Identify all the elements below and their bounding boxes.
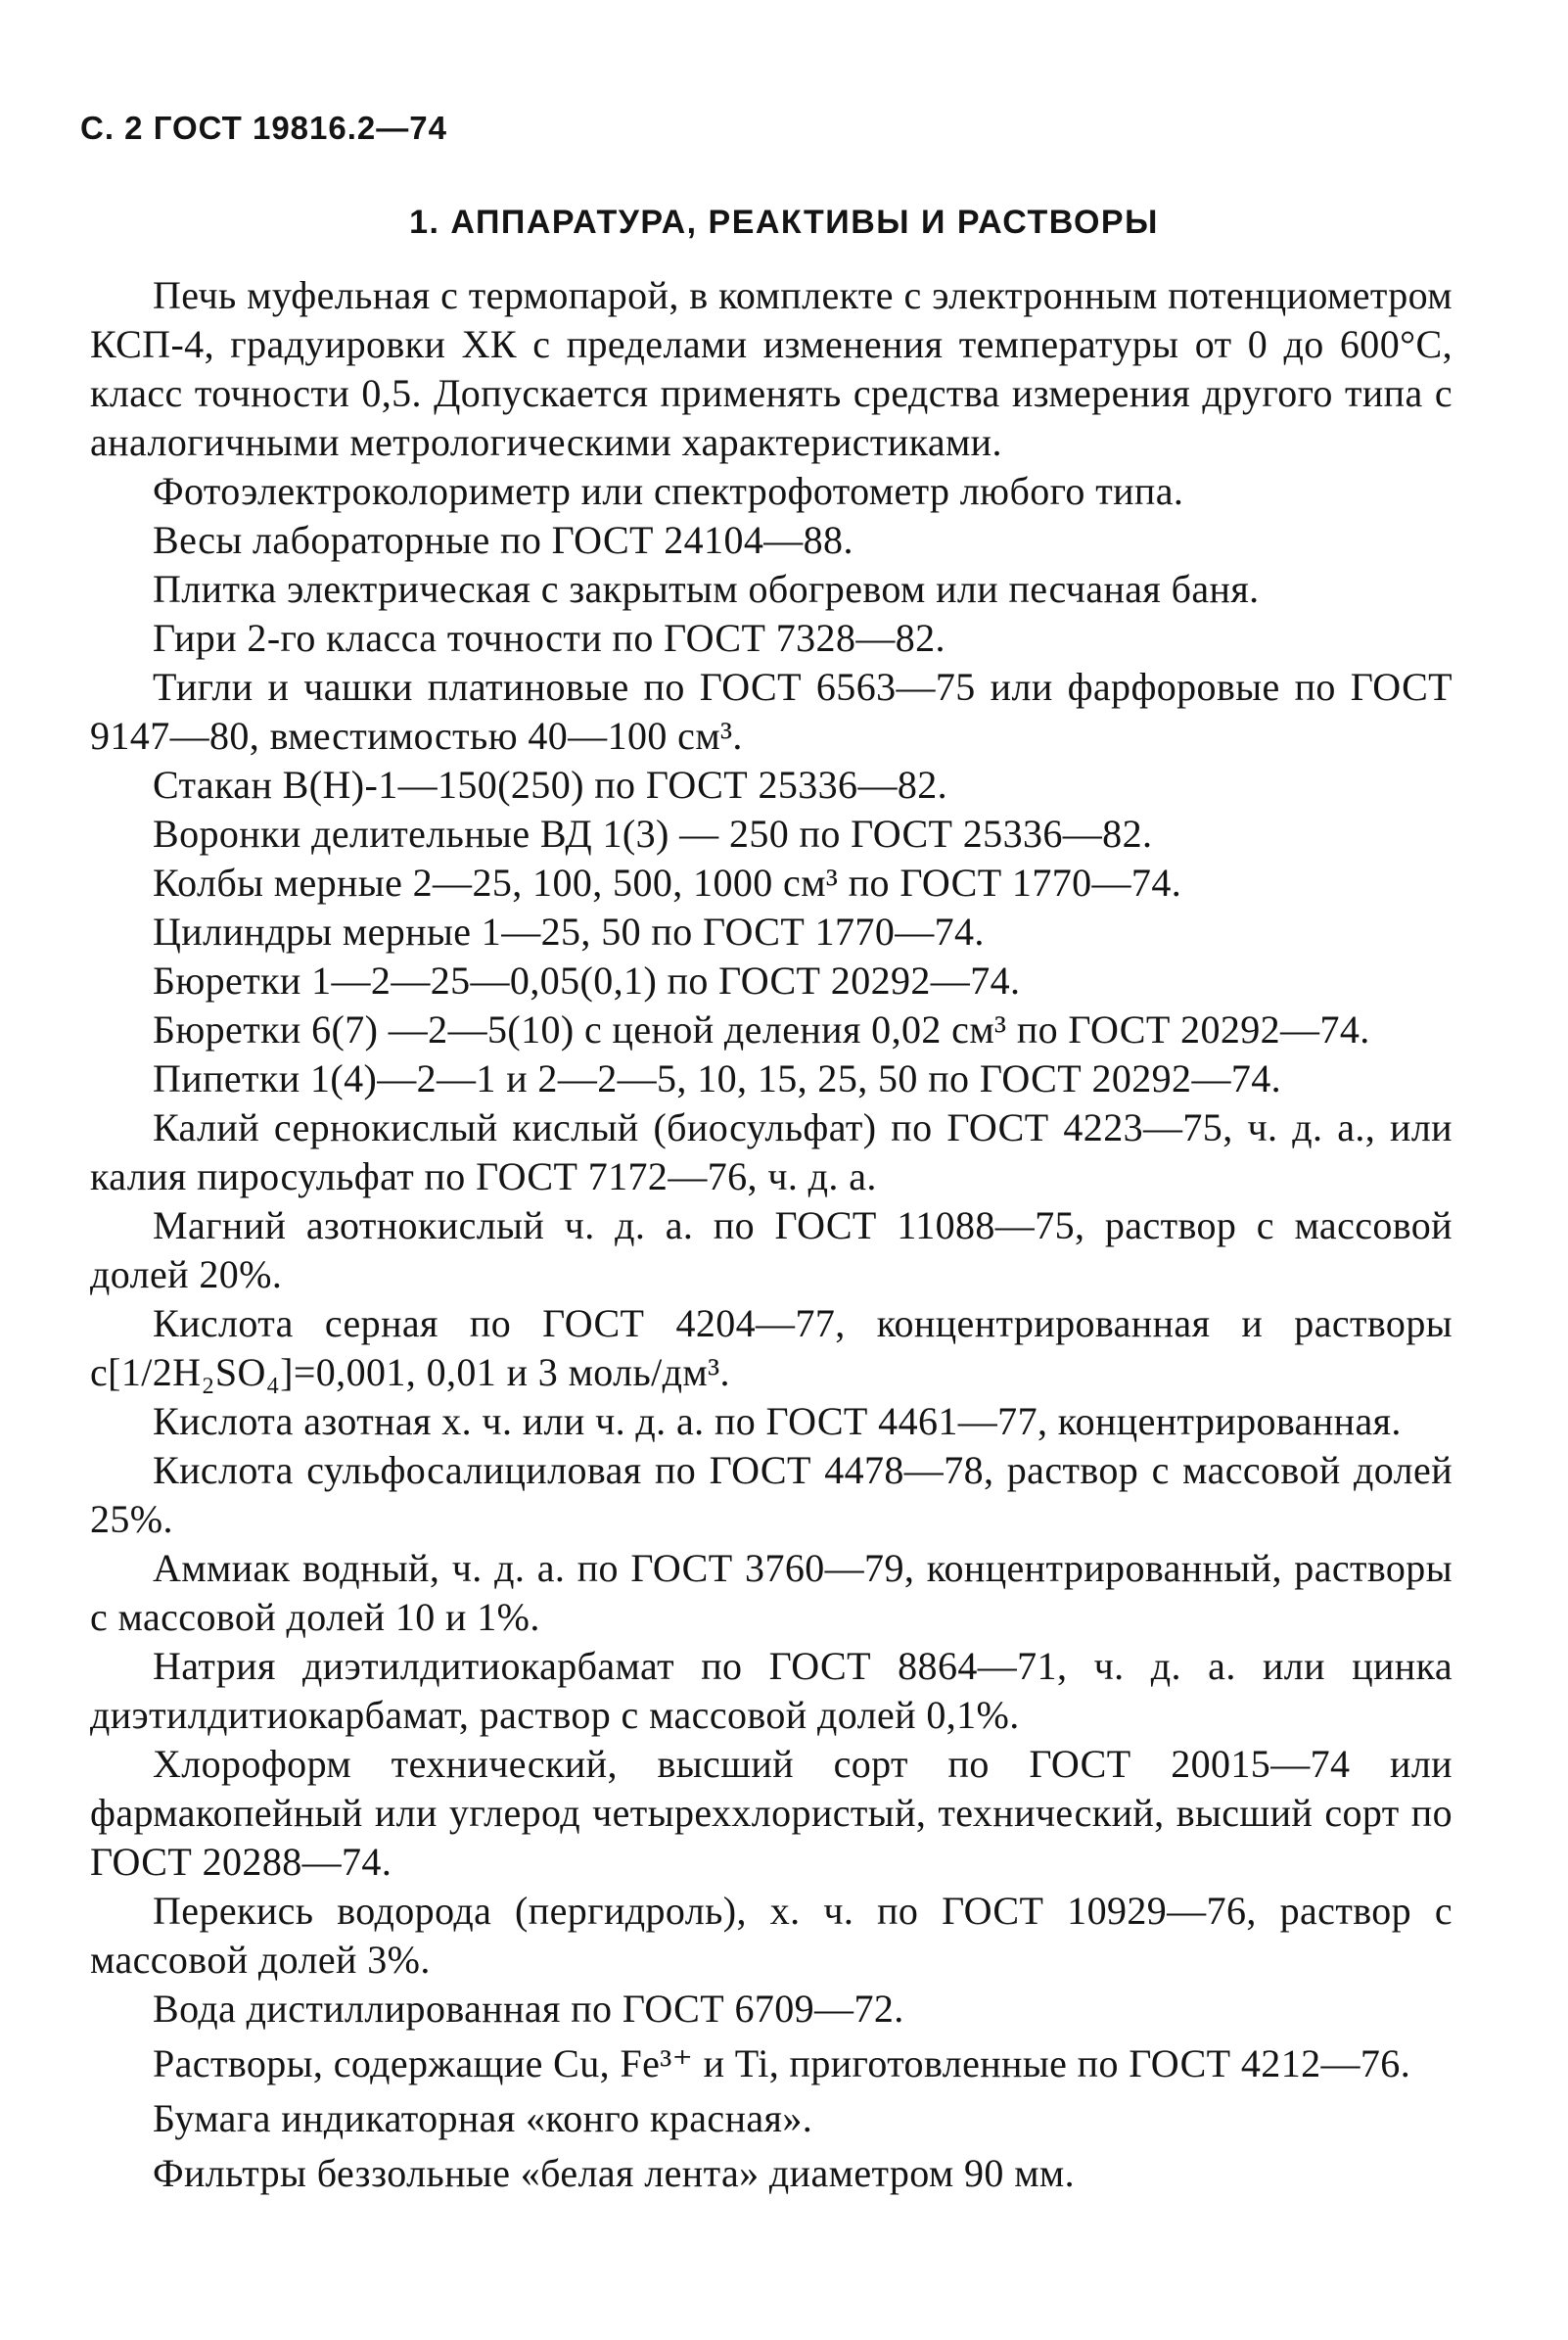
paragraph-burettes-1: Бюретки 1—2—25—0,05(0,1) по ГОСТ 20292—74.: [153, 959, 1021, 1003]
paragraph-hotplate: Плитка электрическая с закрытым обогревом или песчаная баня.: [153, 567, 1260, 611]
paragraph-photocolorimeter: Фотоэлектроколориметр или спектрофотометр любого типа.: [153, 469, 1184, 513]
paragraph-crucibles: Тигли и чашки платиновые по ГОСТ 6563—75 или фарфоровые по ГОСТ 9147—80, вместимостью 40—100 см³.: [90, 665, 1453, 758]
paragraph-burettes-2: Бюретки 6(7) —2—5(10) с ценой деления 0,02 см³ по ГОСТ 20292—74.: [153, 1007, 1370, 1052]
paragraph-nitric-acid: Кислота азотная х. ч. или ч. д. а. по ГОСТ 4461—77, концентрированная.: [153, 1399, 1402, 1443]
paragraph-carbamate: Натрия диэтилдитиокарбамат по ГОСТ 8864—71, ч. д. а. или цинка диэтилдитиокарбамат, раствор с массовой долей 0,1%.: [90, 1644, 1453, 1737]
page-header: С. 2 ГОСТ 19816.2—74: [80, 110, 447, 146]
paragraph-magnesium: Магний азотнокислый ч. д. а. по ГОСТ 11088—75, раствор с массовой долей 20%.: [90, 1203, 1453, 1296]
paragraph-funnels: Воронки делительные ВД 1(3) — 250 по ГОСТ 25336—82.: [153, 812, 1153, 856]
paragraph-flasks: Колбы мерные 2—25, 100, 500, 1000 см³ по ГОСТ 1770—74.: [153, 861, 1182, 905]
paragraph-filters: Фильтры беззольные «белая лента» диаметром 90 мм.: [153, 2151, 1076, 2195]
paragraph-beaker: Стакан В(Н)-1—150(250) по ГОСТ 25336—82.: [153, 763, 948, 807]
paragraph-peroxide: Перекись водорода (пергидроль), х. ч. по ГОСТ 10929—76, раствор с массовой долей 3%.: [90, 1889, 1453, 1982]
paragraph-chloroform: Хлороформ технический, высший сорт по ГОСТ 20015—74 или фармакопейный или углерод четыреххлористый, технический, высший сорт по ГОСТ 20288—74.: [90, 1742, 1453, 1884]
paragraph-sulfuric-acid: Кислота серная по ГОСТ 4204—77, концентрированная и растворы c[1/2H₂SO₄]=0,001, 0,01 и 3 моль/дм³.: [90, 1301, 1453, 1394]
paragraph-scales: Весы лабораторные по ГОСТ 24104—88.: [153, 518, 853, 562]
paragraph-solutions: Растворы, содержащие Cu, Fe³⁺ и Ti, приготовленные по ГОСТ 4212—76.: [153, 2041, 1411, 2085]
paragraph-water: Вода дистиллированная по ГОСТ 6709—72.: [153, 1987, 904, 2031]
paragraph-furnace: Печь муфельная с термопарой, в комплекте с электронным потенциометром КСП-4, градуировки ХК с пределами изменения температуры от 0 до 600°С, класс точности 0,5. Допускается применять средства измерения другого типа с аналогичными метрологическими характеристиками.: [90, 273, 1453, 464]
paragraph-indicator-paper: Бумага индикаторная «конго красная».: [153, 2096, 813, 2140]
section-title: 1. АППАРАТУРА, РЕАКТИВЫ И РАСТВОРЫ: [409, 204, 1159, 241]
paragraph-potassium: Калий сернокислый кислый (биосульфат) по ГОСТ 4223—75, ч. д. а., или калия пиросульфат по ГОСТ 7172—76, ч. д. а.: [90, 1105, 1453, 1198]
paragraph-weights: Гири 2-го класса точности по ГОСТ 7328—82.: [153, 616, 945, 660]
paragraph-pipettes: Пипетки 1(4)—2—1 и 2—2—5, 10, 15, 25, 50 по ГОСТ 20292—74.: [153, 1056, 1282, 1100]
paragraph-sulfosalicylic-acid: Кислота сульфосалициловая по ГОСТ 4478—78, раствор с массовой долей 25%.: [90, 1448, 1453, 1541]
paragraph-cylinders: Цилиндры мерные 1—25, 50 по ГОСТ 1770—74.: [153, 910, 985, 954]
paragraph-ammonia: Аммиак водный, ч. д. а. по ГОСТ 3760—79, концентрированный, растворы с массовой долей 10 и 1%.: [90, 1546, 1453, 1639]
document-body: [90, 271, 1453, 2198]
